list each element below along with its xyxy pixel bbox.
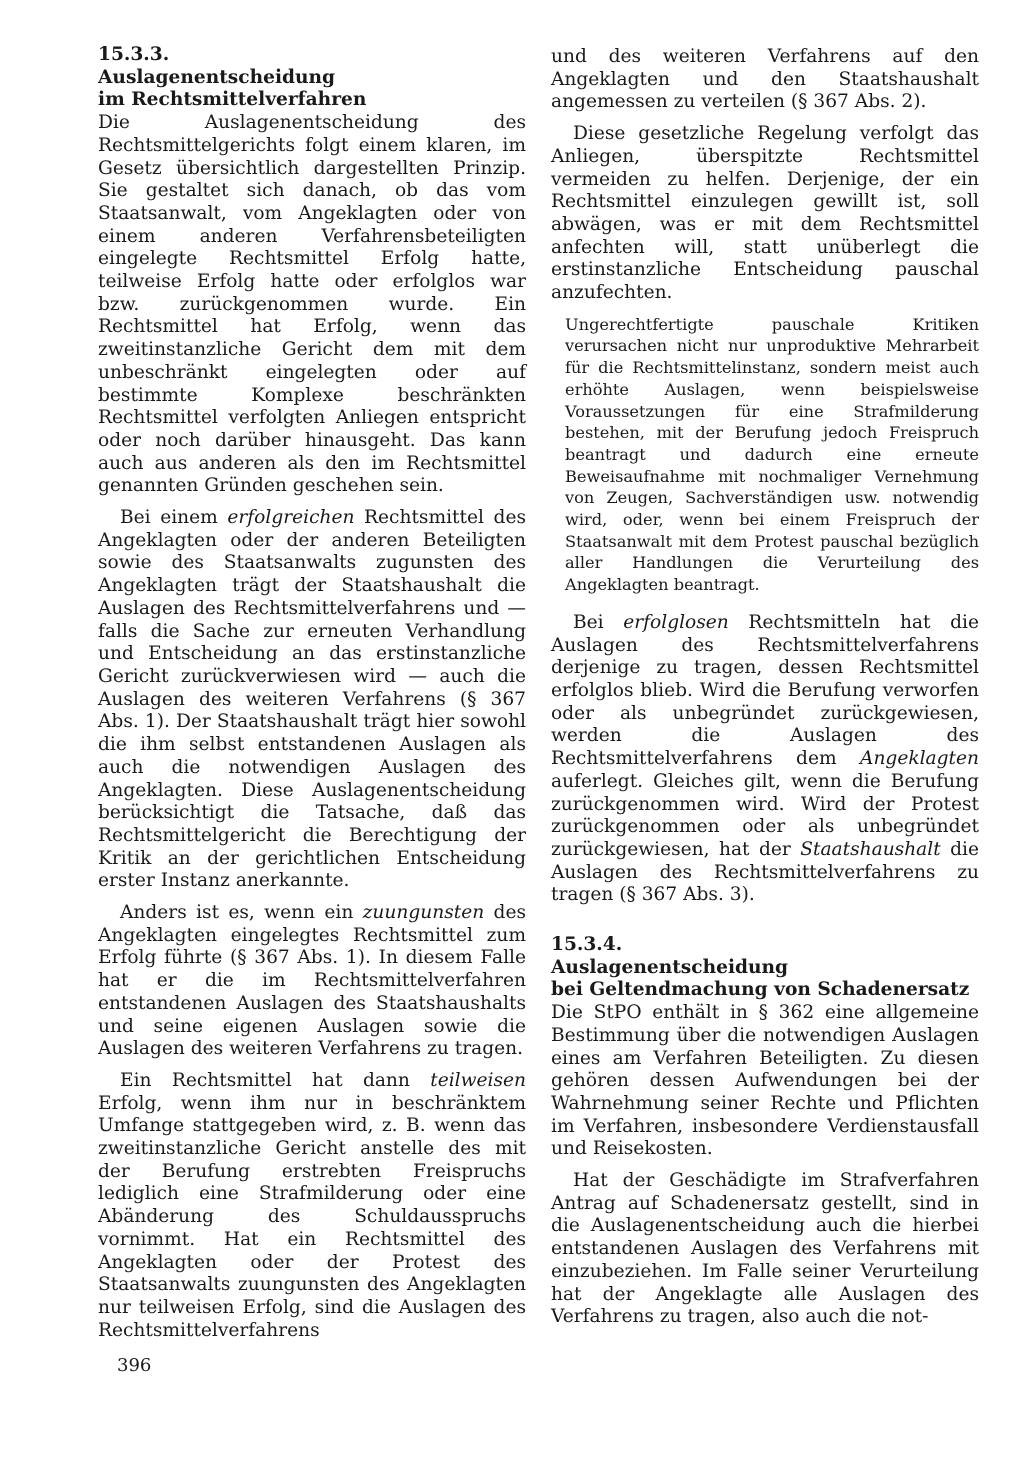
paragraph: Diese gesetzliche Regelung verfolgt das Anliegen, überspitzte Rechtsmittel vermeiden zu helfen. Derjenige, der ein Rechtsmittel einzulegen gewillt ist, soll abwägen, was er mit dem Rechtsmittel anfechten will, statt unüberlegt die erstinstanzliche Entscheidung pauschal anzufechten. <box>551 123 979 304</box>
paragraph: und des weiteren Verfahrens auf den Angeklagten und den Staatshaushalt angemessen zu verteilen (§ 367 Abs. 2). <box>551 46 979 113</box>
text-run: Erfolg, wenn ihm nur in beschränktem Umfange stattgegeben wird, z. B. wenn das zweitinstanzliche Gericht anstelle des mit der Berufung erstrebten Freispruchs lediglich eine Strafmilderung oder eine Abänderung des Schuldausspruchs vornimmt. Hat ein Rechtsmittel des Angeklagten oder der Protest des Staatsanwalts zuungunsten des Angeklagten nur teilweisen Erfolg, sind die Auslagen des Rechtsmittelverfahrens <box>98 1092 526 1341</box>
section-title-line-2: bei Geltendmachung von Schadenersatz <box>551 979 970 1001</box>
left-paragraphs <box>98 112 526 1342</box>
section-title-line-1: Auslagenentscheidung <box>98 66 336 88</box>
paragraph: Hat der Geschädigte im Strafverfahren Antrag auf Schadenersatz gestellt, sind in die Auslagenentscheidung auch die hierbei entstandenen Auslagen des Verfahrens mit einzubeziehen. Im Falle seiner Verurteilung hat der Angeklagte alle Auslagen des Verfahrens zu tragen, also auch die not- <box>551 1170 979 1328</box>
page-number: 396 <box>117 1355 152 1376</box>
section-heading-15-3-4 <box>551 934 979 1002</box>
section-title-line-1: Auslagenentscheidung <box>551 956 789 978</box>
text-run: Anders ist es, wenn ein <box>120 902 363 924</box>
paragraph-erfolglos <box>551 612 979 907</box>
emphasized-term: zuungunsten <box>362 902 485 924</box>
text-run: Bei <box>573 611 624 633</box>
paragraph <box>98 1070 526 1342</box>
left-column <box>98 44 526 1351</box>
right-column <box>551 46 979 1338</box>
section-heading-15-3-3 <box>98 44 526 112</box>
text-run: Die Auslagenentscheidung des Rechtsmittelgerichts folgt einem klaren, im Gesetz übersichtlich dargestellten Prinzip. Sie gestaltet sich danach, ob das vom Staatsanwalt, vom Angeklagten oder von einem anderen Verfahrensbeteiligten eingelegte Rechtsmittel Erfolg hatte, teilweise Erfolg hatte oder erfolglos war bzw. zurückgenommen wurde. Ein Rechtsmittel hat Erfolg, wenn das zweitinstanzliche Gericht dem mit dem unbeschränkt eingelegten oder auf bestimmte Komplexe beschränkten Rechtsmittel verfolgten Anliegen entspricht oder noch darüber hinausgeht. Das kann auch aus anderen als den im Rechtsmittel genannten Gründen geschehen sein. <box>98 112 526 497</box>
text-run: auferlegt. Gleiches gilt, wenn die Berufung zurückgenommen wird. Wird der Protest zurückgenommen oder als unbegründet zurückgewiesen, hat der <box>551 770 979 860</box>
section-number: 15.3.3. <box>98 44 170 65</box>
emphasized-term: teilweisen <box>430 1069 526 1091</box>
emphasized-term: Angeklagten <box>860 748 979 770</box>
text-run: Ein Rechtsmittel hat dann <box>120 1069 431 1091</box>
paragraph: Die StPO enthält in § 362 eine allgemeine Bestimmung über die notwendigen Auslagen eines am Verfahren Beteiligten. Zu diesen gehören dessen Aufwendungen bei der Wahrnehmung seiner Rechte und Pflichten im Verfahren, insbesondere Verdienstausfall und Reisekosten. <box>551 1002 979 1160</box>
emphasized-term: erfolgreichen <box>227 507 355 529</box>
emphasized-term: erfolglosen <box>623 611 729 633</box>
emphasized-term: Staatshaushalt <box>800 838 941 860</box>
section-number: 15.3.4. <box>551 934 623 956</box>
section-title-line-2: im Rechtsmittelverfahren <box>98 89 367 111</box>
text-run: die Auslagen des Rechtsmittelverfahrens zu tragen (§ 367 Abs. 3). <box>551 838 980 906</box>
text-run: Rechtsmitteln hat die Auslagen des Rechtsmittelverfahrens derjenige zu tragen, dessen Rechtsmittel erfolglos blieb. Wird die Berufung verworfen oder als unbegründet zurückgewiesen, werden die Auslagen des Rechtsmittelverfahrens dem <box>551 611 979 770</box>
paragraph <box>98 112 526 498</box>
text-run: des Angeklagten eingelegtes Rechtsmittel zum Erfolg führte (§ 367 Abs. 1). In diesem Falle hat er die im Rechtsmittelverfahren entstandenen Auslagen des Staatshaushalts und seine eigenen Auslagen sowie die Auslagen des weiteren Verfahrens zu tragen. <box>98 902 527 1060</box>
text-run: Rechtsmittel des Angeklagten oder der anderen Beteiligten sowie des Staatsanwalts zugunsten des Angeklagten trägt der Staatshaushalt die Auslagen des Rechtsmittelverfahrens und — falls die Sache zur erneuten Verhandlung und Entscheidung an das erstinstanzliche Gericht zurückverwiesen wird — auch die Auslagen des weiteren Verfahrens (§ 367 Abs. 1). Der Staatshaushalt trägt hier sowohl die ihm selbst entstandenen Auslagen als auch die notwendigen Auslagen des Angeklagten. Diese Auslagenentscheidung berücksichtigt die Tatsache, daß das Rechtsmittelgericht die Berechtigung der Kritik an der gerichtlichen Entscheidung erster Instanz anerkannte. <box>98 507 526 892</box>
text-run: Bei einem <box>120 507 228 529</box>
small-print-note: Ungerechtfertigte pauschale Kritiken verursachen nicht nur unproduktive Mehrarbeit für die Rechtsmittelinstanz, sondern meist auch erhöhte Auslagen, wenn beispielsweise Voraussetzungen für eine Strafmilderung bestehen, mit der Berufung jedoch Freispruch beantragt und dadurch eine erneute Beweisaufnahme mit nochmaliger Vernehmung von Zeugen, Sachverständigen usw. notwendig wird, oder, wenn bei einem Freispruch der Staatsanwalt mit dem Protest pauschal bezüglich aller Handlungen die Verurteilung des Angeklagten beantragt. <box>565 314 979 595</box>
paragraph <box>98 902 526 1061</box>
paragraph <box>98 507 526 893</box>
